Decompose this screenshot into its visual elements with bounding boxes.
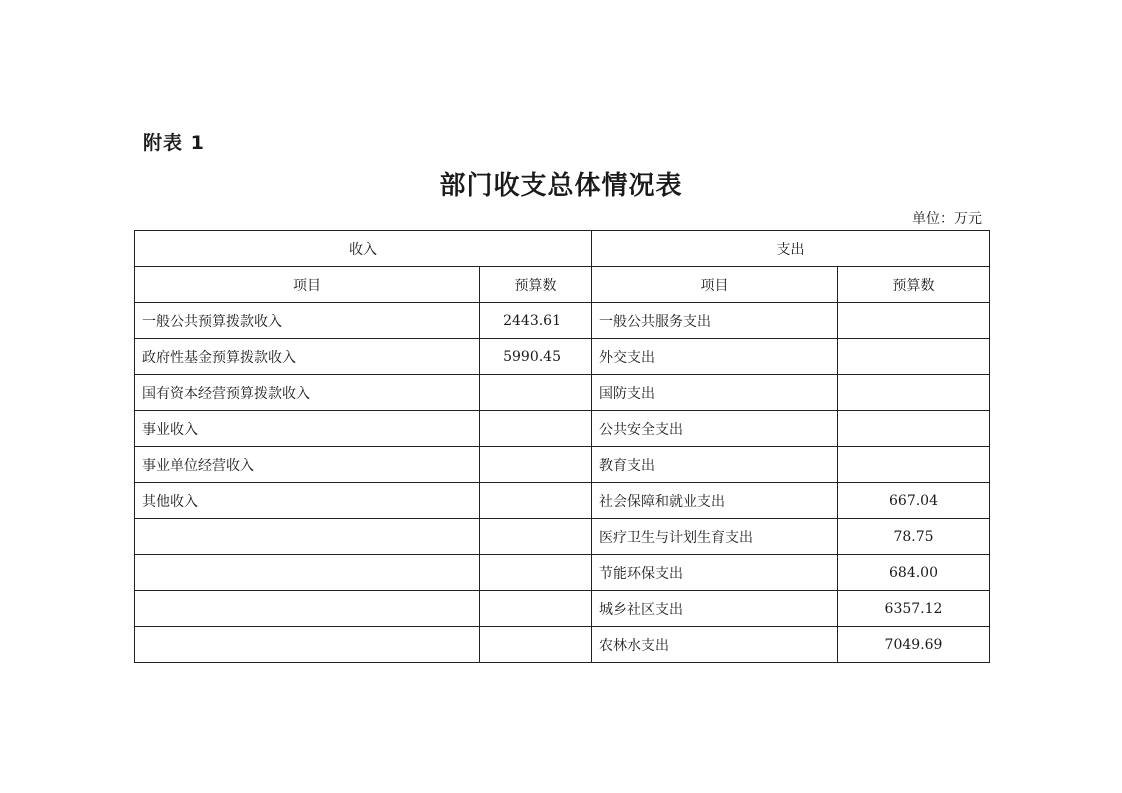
expense-value (838, 339, 990, 375)
income-item: 国有资本经营预算拨款收入 (135, 375, 480, 411)
expense-item: 城乡社区支出 (592, 591, 838, 627)
income-value (480, 447, 592, 483)
table-row (135, 339, 990, 375)
budget-table (134, 230, 990, 663)
income-value (480, 627, 592, 663)
table-row (135, 447, 990, 483)
expense-item: 国防支出 (592, 375, 838, 411)
expense-budget-header: 预算数 (838, 267, 990, 303)
expense-value (838, 447, 990, 483)
income-item: 事业单位经营收入 (135, 447, 480, 483)
table-row (135, 411, 990, 447)
expense-item: 农林水支出 (592, 627, 838, 663)
expense-value: 7049.69 (838, 627, 990, 663)
expense-item: 一般公共服务支出 (592, 303, 838, 339)
unit-label: 单位：万元 (912, 211, 982, 227)
table-column-header-row (135, 267, 990, 303)
expense-item-header: 项目 (592, 267, 838, 303)
income-value (480, 411, 592, 447)
income-value (480, 519, 592, 555)
expense-value (838, 375, 990, 411)
table-row (135, 627, 990, 663)
expense-value: 684.00 (838, 555, 990, 591)
income-item (135, 519, 480, 555)
table-group-header-row (135, 231, 990, 267)
income-value: 5990.45 (480, 339, 592, 375)
table-row (135, 591, 990, 627)
income-item: 政府性基金预算拨款收入 (135, 339, 480, 375)
expense-value: 667.04 (838, 483, 990, 519)
expense-item: 节能环保支出 (592, 555, 838, 591)
income-budget-header: 预算数 (480, 267, 592, 303)
income-item (135, 555, 480, 591)
expense-header: 支出 (592, 231, 990, 267)
expense-value: 78.75 (838, 519, 990, 555)
table-row (135, 555, 990, 591)
income-item: 一般公共预算拨款收入 (135, 303, 480, 339)
income-item: 事业收入 (135, 411, 480, 447)
expense-value (838, 411, 990, 447)
income-item (135, 627, 480, 663)
expense-value: 6357.12 (838, 591, 990, 627)
income-value (480, 591, 592, 627)
page-title: 部门收支总体情况表 (439, 171, 683, 201)
income-value: 2443.61 (480, 303, 592, 339)
expense-item: 社会保障和就业支出 (592, 483, 838, 519)
expense-value (838, 303, 990, 339)
income-header: 收入 (135, 231, 592, 267)
income-value (480, 375, 592, 411)
attachment-label: 附表 1 (143, 132, 205, 154)
income-item: 其他收入 (135, 483, 480, 519)
income-value (480, 483, 592, 519)
table-row (135, 375, 990, 411)
expense-item: 医疗卫生与计划生育支出 (592, 519, 838, 555)
expense-item: 公共安全支出 (592, 411, 838, 447)
expense-item: 教育支出 (592, 447, 838, 483)
income-item-header: 项目 (135, 267, 480, 303)
table-row (135, 483, 990, 519)
table-row (135, 303, 990, 339)
income-value (480, 555, 592, 591)
expense-item: 外交支出 (592, 339, 838, 375)
income-item (135, 591, 480, 627)
table-row (135, 519, 990, 555)
